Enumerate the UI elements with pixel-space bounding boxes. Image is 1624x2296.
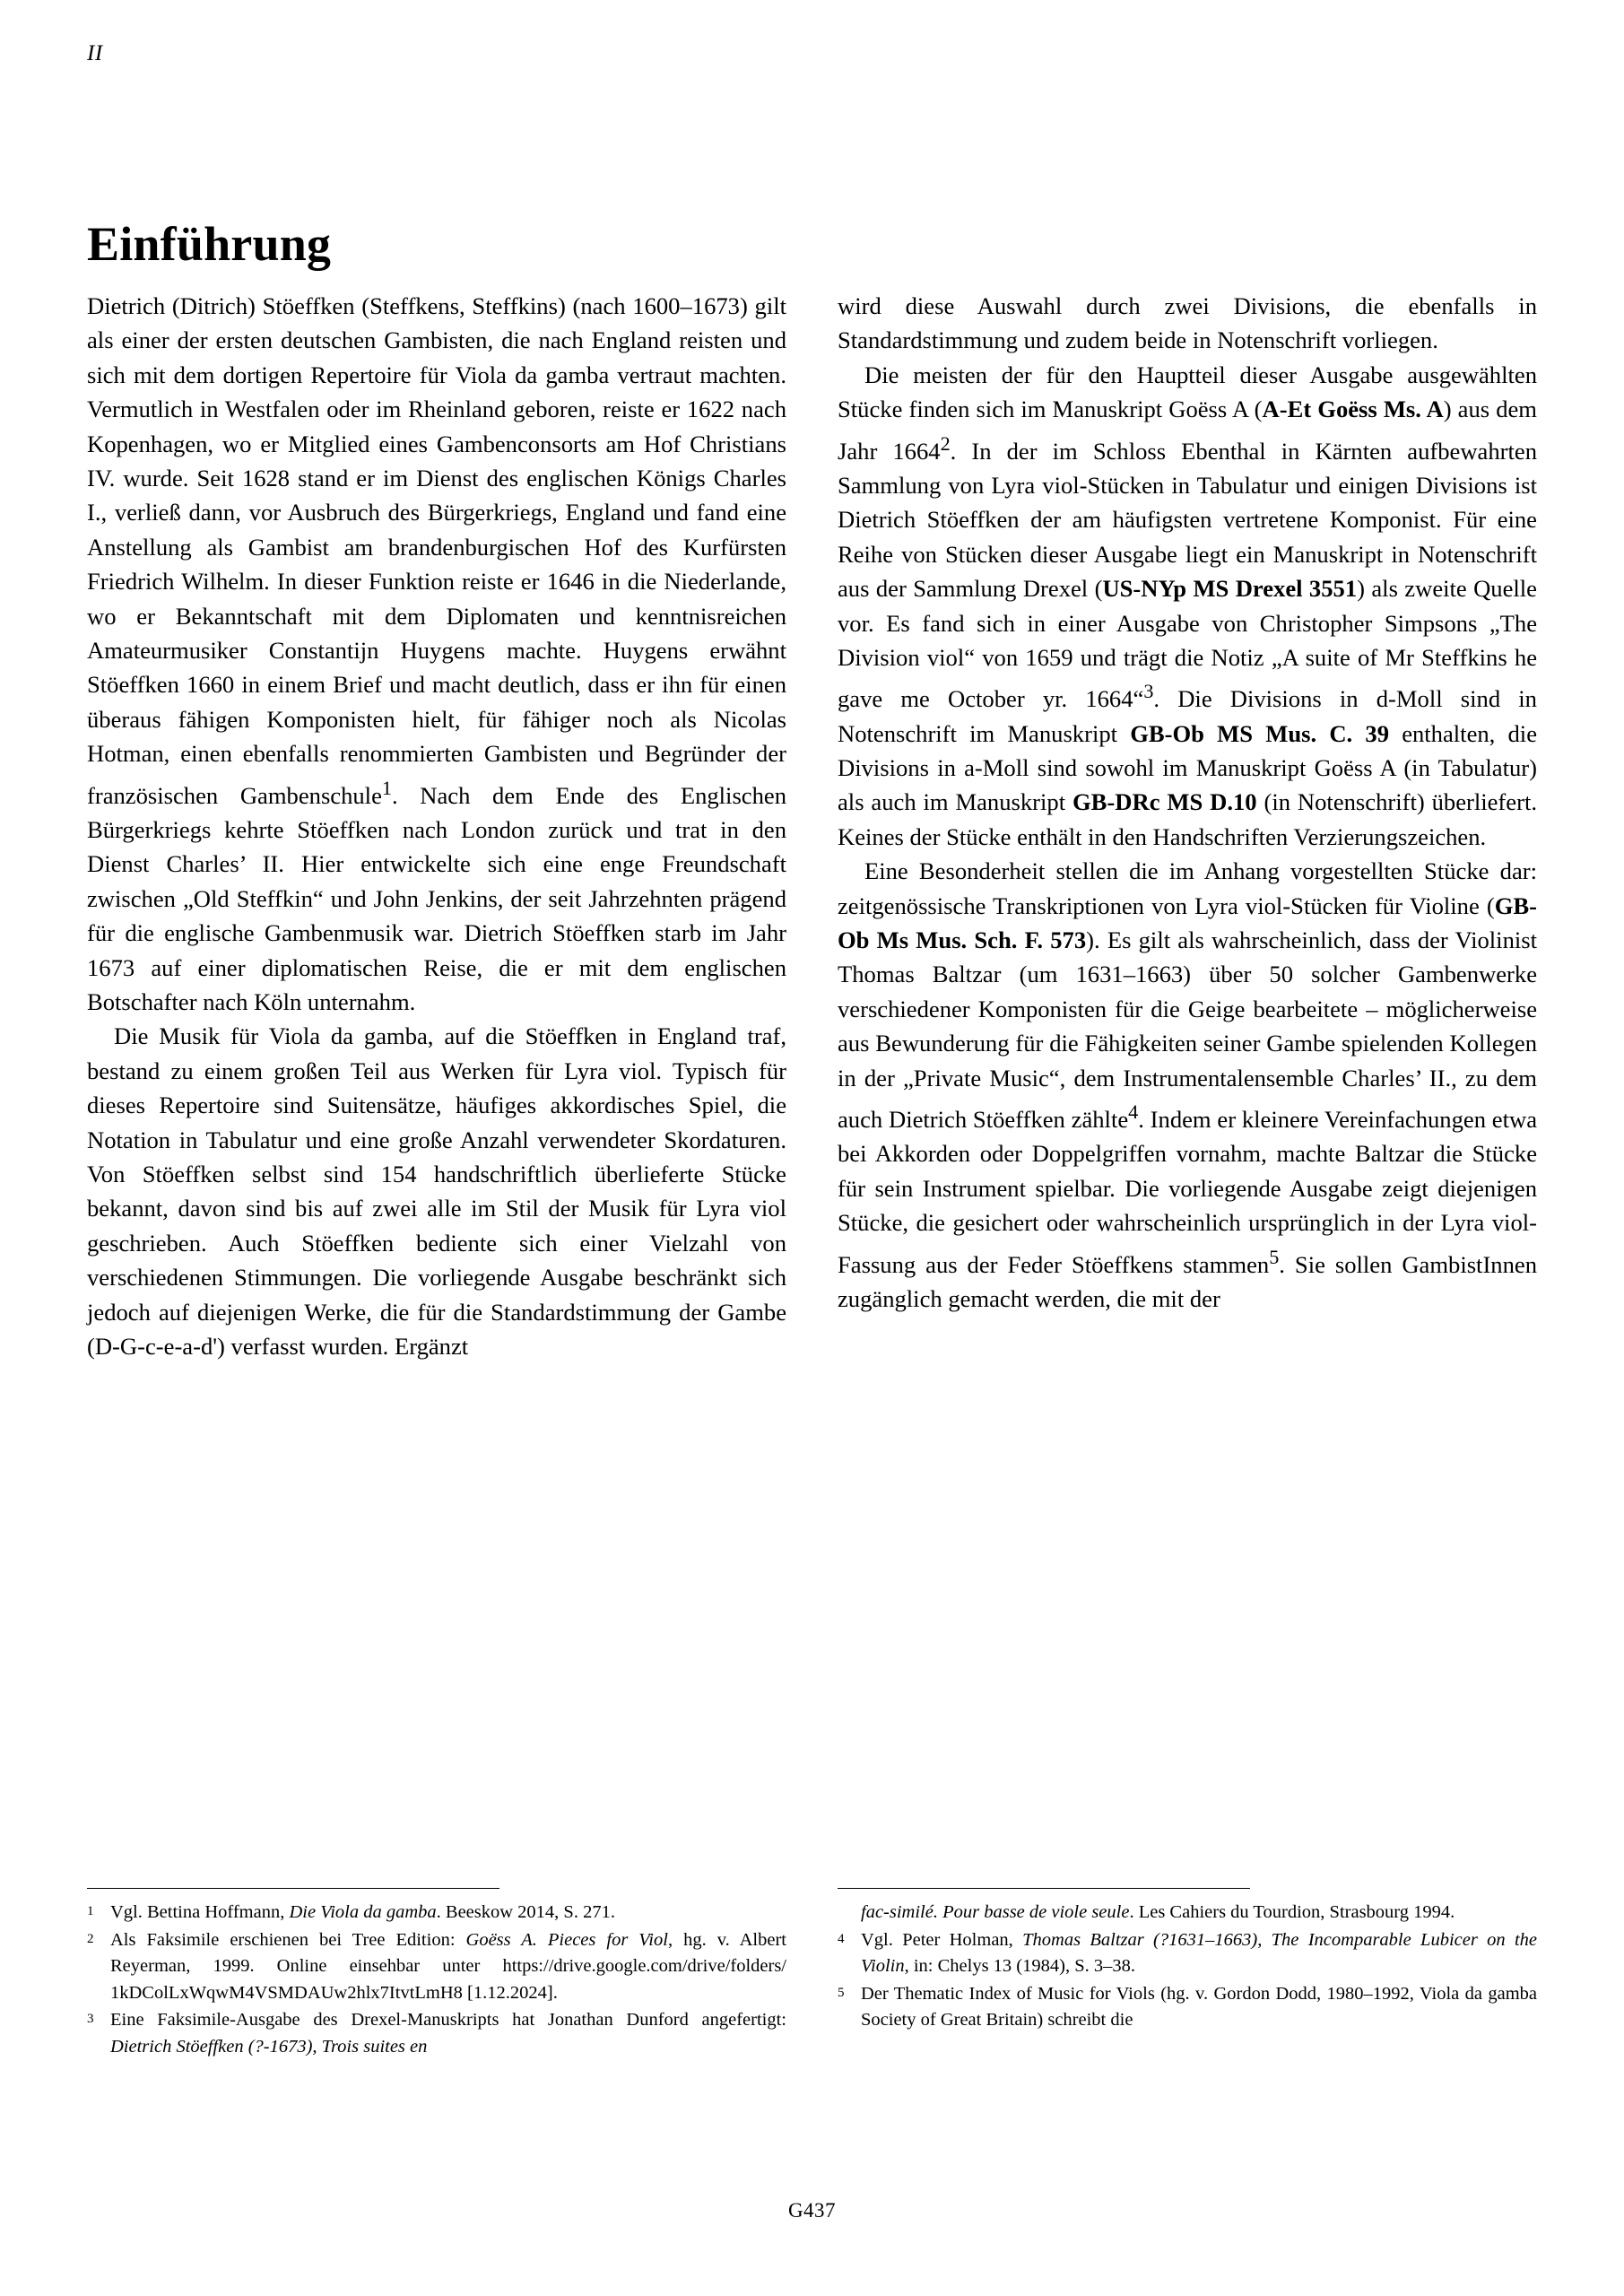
text-run: enthalten, die Divisions in a-Moll sind sowohl im Manuskript Goëss A (in Tabulatur) als auch im Manuskript [838, 719, 1537, 816]
text-run: Eine Faksimile-Ausgabe des Drexel-Manuskripts hat Jonathan Dunford angefertigt: [110, 2010, 786, 2030]
text-run: Als Faksimile erschienen bei Tree Edition: [110, 1929, 466, 1950]
footnote-list-left [87, 1900, 786, 2060]
left-column [87, 289, 786, 1363]
footnote-item [838, 1927, 1537, 1980]
footnote-number: 5 [838, 1985, 845, 2000]
text-run: . Die Divisions in d-Moll sind in Notenschrift im Manuskript [838, 685, 1537, 747]
source-siglum: US-NYp MS Drexel 3551 [1102, 575, 1358, 603]
text-run: . Indem er kleinere Vereinfachungen etwa bei Akkorden oder Doppelgriffen vornahm, machte Baltzar die Stücke für sein Instrument spielbar. Die vorliegende Ausgabe zeigt diejenigen Stücke, die gesichert oder wahrscheinlich ursprünglich in der Lyra viol-Fassung aus der Feder Stöeffkens stammen [838, 1105, 1537, 1278]
footnote-separator-rule-right [838, 1888, 1250, 1889]
text-run: ) aus dem Jahr 1664 [838, 396, 1537, 465]
text-run: Der Thematic Index of Music for Viols (hg. v. Gordon Dodd, 1980–1992, Viola da gamba Society of Great Britain) schreibt die [861, 1983, 1537, 2030]
footnote-item [87, 1900, 786, 1926]
footnote-text [110, 1927, 786, 2007]
text-run: . Sie sollen GambistInnen zugänglich gemacht werden, die mit der [838, 1250, 1537, 1312]
body-columns [87, 289, 1537, 1363]
footnote-number: 2 [87, 1931, 94, 1946]
folio-number: II [87, 41, 103, 65]
footnote-area [87, 1888, 1537, 2061]
body-paragraph [838, 289, 1537, 358]
text-run: (in Notenschrift) überliefert. Keines der Stücke enthält in den Handschriften Verzierungszeichen. [838, 788, 1537, 850]
text-run: ). Es gilt als wahrscheinlich, dass der Violinist Thomas Baltzar (um 1631–1663) über 50 solcher Gambenwerke verschiedener Komponisten für die Geige bearbeitete – möglicherweise aus Bewunderung für die Fähigkeiten seiner Gambe spielenden Kollegen in der „Private Music“, dem Instrumentalensemble Charles’ II., zu dem auch Dietrich Stöeffken zählte [838, 926, 1537, 1133]
footnote-reference[interactable]: 2 [940, 431, 951, 455]
footnote-reference[interactable]: 3 [1143, 680, 1154, 703]
body-paragraph [838, 854, 1537, 1316]
body-paragraph [838, 358, 1537, 854]
source-siglum: GB-Ob Ms Mus. Sch. F. 573 [838, 891, 1537, 954]
footnote-item [87, 1927, 786, 2007]
footnote-text [861, 1981, 1537, 2034]
text-run: ) als zweite Quelle vor. Es fand sich in einer Ausgabe von Christopher Simpsons „The Division viol“ von 1659 und trägt die Notiz „A suite of Mr Steffkins he gave me October yr. 1664“ [838, 575, 1537, 713]
footnote-text [861, 1927, 1537, 1980]
text-run: , in: Chelys 13 (1984), S. 3–38. [904, 1956, 1135, 1976]
text-run: , hg. v. Albert Reyerman, 1999. Online einsehbar unter https://drive.google.com/drive/folders/ 1kDColLxWqwM4VSMDAUw2hlx7ItvtLmH8 [1.12.2024]. [110, 1929, 786, 2003]
footnote-list-right [838, 1900, 1537, 2034]
right-column [838, 289, 1537, 1363]
footnote-text [861, 1900, 1537, 1926]
text-run: wird diese Auswahl durch zwei Divisions, die ebenfalls in Standardstimmung und zudem beide in Notenschrift vorliegen. [838, 292, 1537, 354]
text-run: . In der im Schloss Ebenthal in Kärnten aufbewahrten Sammlung von Lyra viol-Stücken in Tabulatur und einigen Divisions ist Dietrich Stöeffken der am häufigsten vertretene Komponist. Für eine Reihe von Stücken dieser Ausgabe liegt ein Manuskript in Notenschrift aus der Sammlung Drexel ( [838, 437, 1537, 603]
footnote-item [87, 2007, 786, 2060]
footnote-text [110, 1900, 786, 1926]
cited-title: fac-similé. Pour basse de viole seule [861, 1902, 1130, 1922]
body-paragraph [87, 1019, 786, 1363]
cited-title: Die Viola da gamba [289, 1902, 437, 1922]
text-run: Eine Besonderheit stellen die im Anhang vorgestellten Stücke dar: zeitgenössische Transkriptionen von Lyra viol-Stücken für Violine ( [838, 857, 1537, 919]
footnote-item [838, 1981, 1537, 2034]
text-run: . Les Cahiers du Tourdion, Strasbourg 1994. [1129, 1902, 1455, 1922]
text-run: Vgl. Bettina Hoffmann, [110, 1902, 290, 1922]
footnote-reference[interactable]: 1 [381, 776, 392, 799]
text-run: Vgl. Peter Holman, [861, 1929, 1023, 1950]
source-siglum: A-Et Goëss Ms. A [1262, 396, 1444, 423]
body-paragraph [87, 289, 786, 1019]
cited-title: Goëss A. Pieces for Viol [465, 1929, 668, 1950]
footnote-item [838, 1900, 1537, 1926]
text-run: . Nach dem Ende des Englischen Bürgerkriegs kehrte Stöeffken nach London zurück und trat in den Dienst Charles’ II. Hier entwickelte sich eine enge Freundschaft zwischen „Old Steffkin“ und John Jenkins, der seit Jahrzehnten prägend für die englische Gambenmusik war. Dietrich Stöeffken starb im Jahr 1673 auf einer diplomatischen Reise, die er mit dem englischen Botschafter nach Köln unternahm. [87, 781, 786, 1015]
footnote-reference[interactable]: 5 [1269, 1245, 1280, 1268]
source-siglum: GB-Ob MS Mus. C. 39 [1130, 719, 1389, 747]
footnote-number: 3 [87, 2012, 94, 2026]
text-run: Die meisten der für den Hauptteil dieser Ausgabe ausgewählten Stücke finden sich im Manuskript Goëss A ( [838, 361, 1537, 423]
footnote-separator-rule [87, 1888, 499, 1889]
plate-number: G437 [787, 2199, 837, 2222]
text-run: Die Musik für Viola da gamba, auf die Stöeffken in England traf, bestand zu einem großen Teil aus Werken für Lyra viol. Typisch für dieses Repertoire sind Suitensätze, häufiges akkordisches Spiel, die Notation in Tabulatur und eine große Anzahl verwendeter Skordaturen. Von Stöeffken selbst sind 154 handschriftlich überlieferte Stücke bekannt, davon sind bis auf zwei alle im Stil der Musik für Lyra viol geschrieben. Auch Stöeffken bediente sich einer Vielzahl von verschiedenen Stimmungen. Die vorliegende Ausgabe beschränkt sich jedoch auf diejenigen Werke, die für die Standardstimmung der Gambe (D-G-c-e-a-d') verfasst wurden. Ergänzt [87, 1022, 786, 1361]
footnote-number: 1 [87, 1904, 94, 1918]
text-run: . Beeskow 2014, S. 271. [436, 1902, 615, 1922]
footnote-column-left [87, 1888, 786, 2061]
cited-title: Thomas Baltzar (?1631–1663), The Incomparable Lubicer on the Violin [861, 1929, 1537, 1976]
footnote-reference[interactable]: 4 [1128, 1100, 1139, 1124]
cited-title: Dietrich Stöeffken (?-1673), Trois suites en [110, 2036, 428, 2057]
text-run: Dietrich (Ditrich) Stöeffken (Steffkens, Steffkins) (nach 1600–1673) gilt als einer der ersten deutschen Gambisten, die nach England reisten und sich mit dem dortigen Repertoire für Viola da gamba vertraut machten. Vermutlich in Westfalen oder im Rheinland geboren, reiste er 1622 nach Kopenhagen, wo er Mitglied eines Gambenconsorts am Hof Christians IV. wurde. Seit 1628 stand er im Dienst des englischen Königs Charles I., verließ dann, vor Ausbruch des Bürgerkriegs, England und fand eine Anstellung als Gambist am brandenburgischen Hof des Kurfürsten Friedrich Wilhelm. In dieser Funktion reiste er 1646 in die Niederlande, wo er Bekanntschaft mit dem Diplomaten und kenntnisreichen Amateurmusiker Constantijn Huygens machte. Huygens erwähnt Stöeffken 1660 in einem Brief und macht deutlich, dass er ihn für einen überaus fähigen Komponisten hielt, für fähiger noch als Nicolas Hotman, einen ebenfalls renommierten Gambisten und Begründer der französischen Gambenschule [87, 292, 786, 809]
page-title: Einführung [87, 217, 332, 272]
footnote-column-right [838, 1888, 1537, 2061]
footnote-number: 4 [838, 1931, 845, 1946]
source-siglum: GB-DRc MS D.10 [1073, 788, 1257, 816]
footnote-number [838, 1900, 861, 1926]
footnote-text [110, 2007, 786, 2060]
